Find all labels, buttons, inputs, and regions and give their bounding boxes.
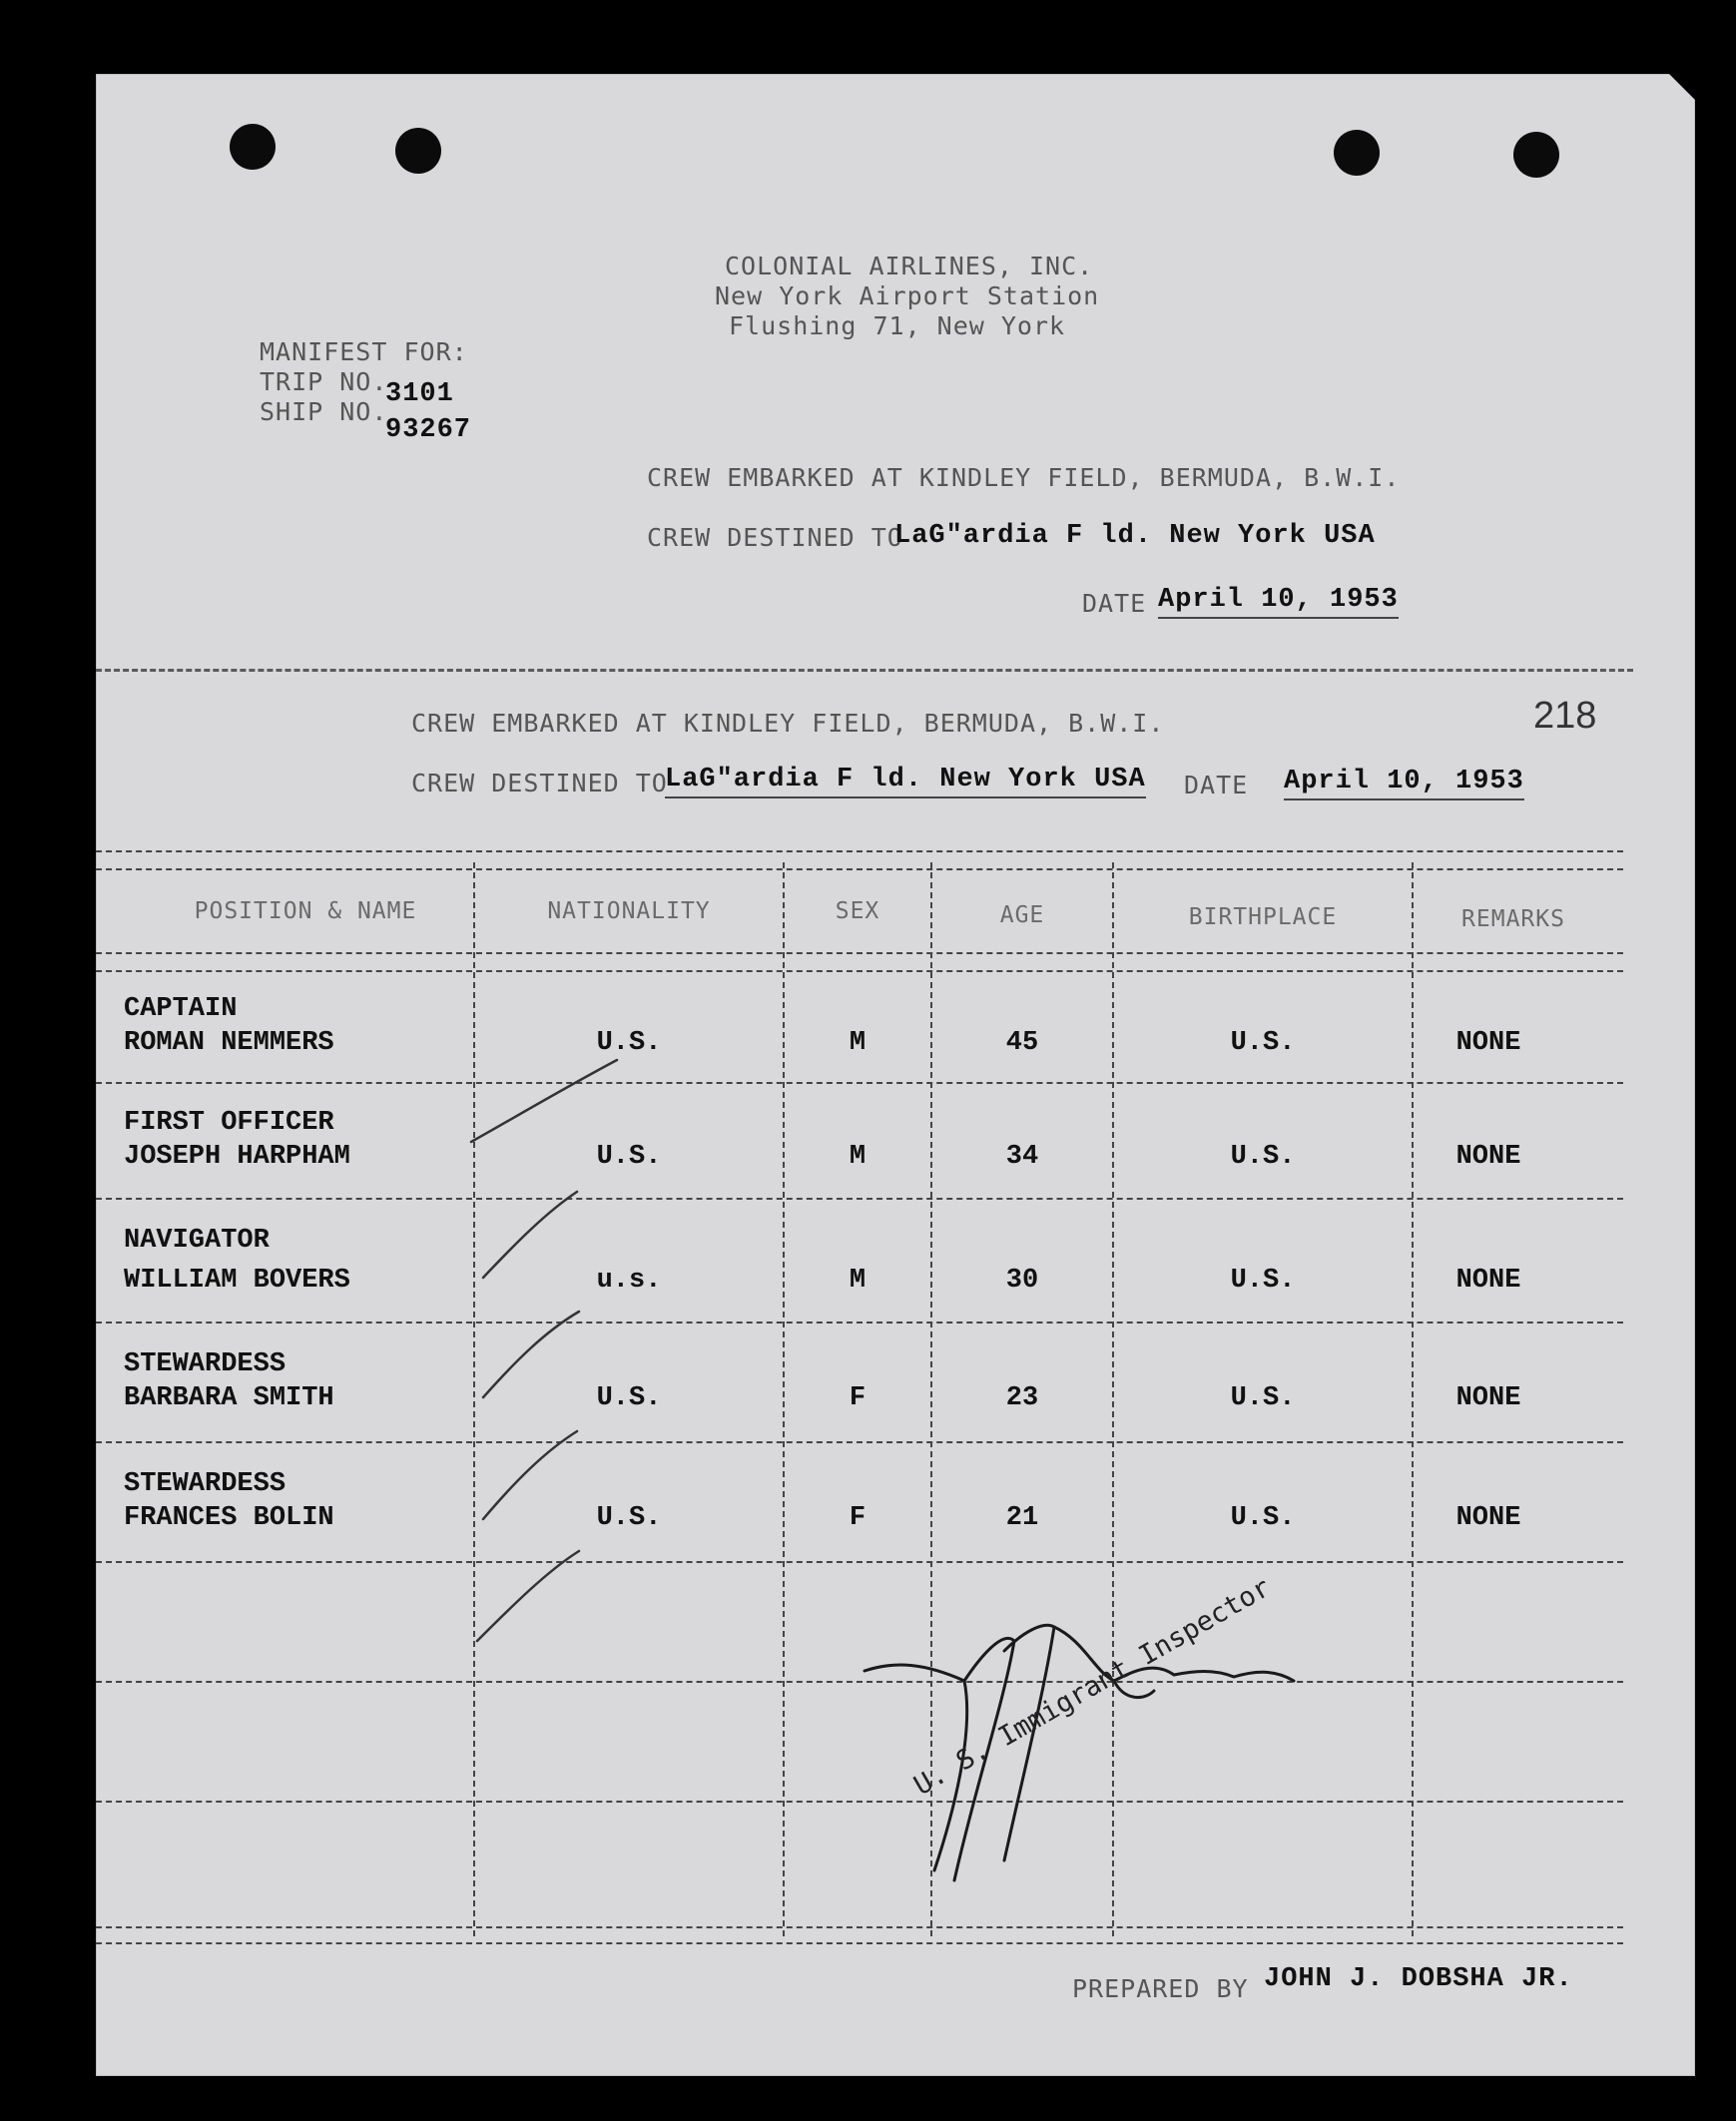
inspector-stamp: U. S. Immigrant Inspector [908, 1571, 1276, 1802]
row-rule [96, 1561, 1623, 1563]
header-rule [96, 952, 1623, 954]
company-address: Flushing 71, New York [729, 311, 1066, 340]
manifest-label: MANIFEST FOR: [260, 337, 468, 366]
table-bottom-rule [96, 1942, 1623, 1944]
lower-destined-value: LaG"ardia F ld. New York USA [665, 765, 1146, 798]
header-remarks: REMARKS [1461, 906, 1565, 932]
top-embarked: CREW EMBARKED AT KINDLEY FIELD, BERMUDA, B.W.I. [647, 463, 1401, 492]
tear-line [96, 669, 1633, 672]
table-top-rule [96, 868, 1623, 870]
top-destined-label: CREW DESTINED TO [647, 523, 903, 552]
crew-birthplace: U.S. [1230, 1266, 1296, 1296]
crew-position: STEWARDESS [124, 1349, 287, 1379]
crew-birthplace: U.S. [1230, 1028, 1296, 1058]
table-top-rule [96, 850, 1623, 852]
crew-birthplace: U.S. [1230, 1383, 1296, 1413]
crew-birthplace: U.S. [1230, 1503, 1296, 1533]
company-name: COLONIAL AIRLINES, INC. [725, 252, 1094, 280]
punch-hole [1334, 130, 1380, 176]
punch-hole [230, 124, 276, 170]
crew-name: BARBARA SMITH [124, 1383, 334, 1413]
row-rule [96, 1198, 1623, 1200]
crew-position: NAVIGATOR [124, 1226, 270, 1256]
header-birthplace: BIRTHPLACE [1188, 904, 1338, 930]
crew-sex: F [849, 1503, 867, 1533]
lower-embarked: CREW EMBARKED AT KINDLEY FIELD, BERMUDA, B.W.I. [411, 709, 1165, 738]
crew-remarks: NONE [1455, 1383, 1521, 1413]
crew-sex: F [849, 1383, 867, 1413]
row-position-name [124, 1106, 350, 1174]
crew-remarks: NONE [1455, 1028, 1521, 1058]
check-mark [483, 1192, 577, 1278]
header-position-name: POSITION & NAME [194, 898, 417, 924]
header-sex: SEX [835, 898, 880, 924]
row-rule [96, 1322, 1623, 1324]
crew-name: JOSEPH HARPHAM [124, 1142, 350, 1172]
row-rule [96, 1082, 1623, 1084]
manifest-sheet [96, 74, 1695, 2076]
crew-age: 21 [1005, 1503, 1039, 1533]
punch-hole [1513, 132, 1559, 178]
lower-date-value: April 10, 1953 [1284, 767, 1524, 800]
top-date-label: DATE [1082, 589, 1147, 618]
crew-name: WILLIAM BOVERS [124, 1266, 350, 1296]
check-mark [483, 1431, 577, 1519]
crew-sex: M [849, 1142, 867, 1172]
crew-position: FIRST OFFICER [124, 1108, 334, 1138]
trip-label: TRIP NO. [260, 367, 388, 396]
header-nationality: NATIONALITY [547, 898, 711, 924]
lower-destined-label: CREW DESTINED TO [411, 769, 668, 797]
row-position-name [124, 1224, 350, 1298]
crew-remarks: NONE [1455, 1503, 1521, 1533]
crew-remarks: NONE [1455, 1142, 1521, 1172]
ship-number: 93267 [385, 415, 472, 445]
ship-label: SHIP NO. [260, 397, 388, 426]
prepared-name: JOHN J. DOBSHA JR. [1264, 1964, 1573, 1994]
check-marks [467, 1052, 747, 1651]
row-position-name [124, 992, 334, 1060]
crew-nationality: U.S. [596, 1028, 662, 1058]
crew-age: 23 [1005, 1383, 1039, 1413]
folded-corner [1669, 74, 1695, 100]
crew-nationality: U.S. [596, 1503, 662, 1533]
crew-name: FRANCES BOLIN [124, 1503, 334, 1533]
prepared-label: PREPARED BY [1072, 1974, 1249, 2003]
check-mark [477, 1551, 579, 1641]
header-age: AGE [999, 902, 1045, 928]
crew-position: CAPTAIN [124, 994, 238, 1024]
crew-name: ROMAN NEMMERS [124, 1028, 334, 1058]
row-rule [96, 1441, 1623, 1443]
crew-remarks: NONE [1455, 1266, 1521, 1296]
check-mark [471, 1060, 617, 1142]
trip-number: 3101 [385, 379, 454, 409]
lower-date-label: DATE [1184, 771, 1249, 799]
top-date-value: April 10, 1953 [1158, 585, 1399, 619]
crew-nationality: U.S. [596, 1383, 662, 1413]
crew-nationality: u.s. [596, 1266, 662, 1296]
page-number: 218 [1533, 695, 1597, 737]
crew-sex: M [849, 1266, 867, 1296]
punch-hole [395, 128, 441, 174]
crew-age: 34 [1005, 1142, 1039, 1172]
check-mark [483, 1312, 579, 1397]
crew-age: 30 [1005, 1266, 1039, 1296]
crew-age: 45 [1005, 1028, 1039, 1058]
crew-birthplace: U.S. [1230, 1142, 1296, 1172]
top-destined-value: LaG"ardia F ld. New York USA [894, 521, 1376, 551]
header-rule [96, 970, 1623, 972]
crew-position: STEWARDESS [124, 1469, 287, 1499]
company-station: New York Airport Station [715, 281, 1100, 310]
row-position-name [124, 1347, 334, 1415]
crew-sex: M [849, 1028, 867, 1058]
crew-nationality: U.S. [596, 1142, 662, 1172]
row-position-name [124, 1467, 334, 1535]
